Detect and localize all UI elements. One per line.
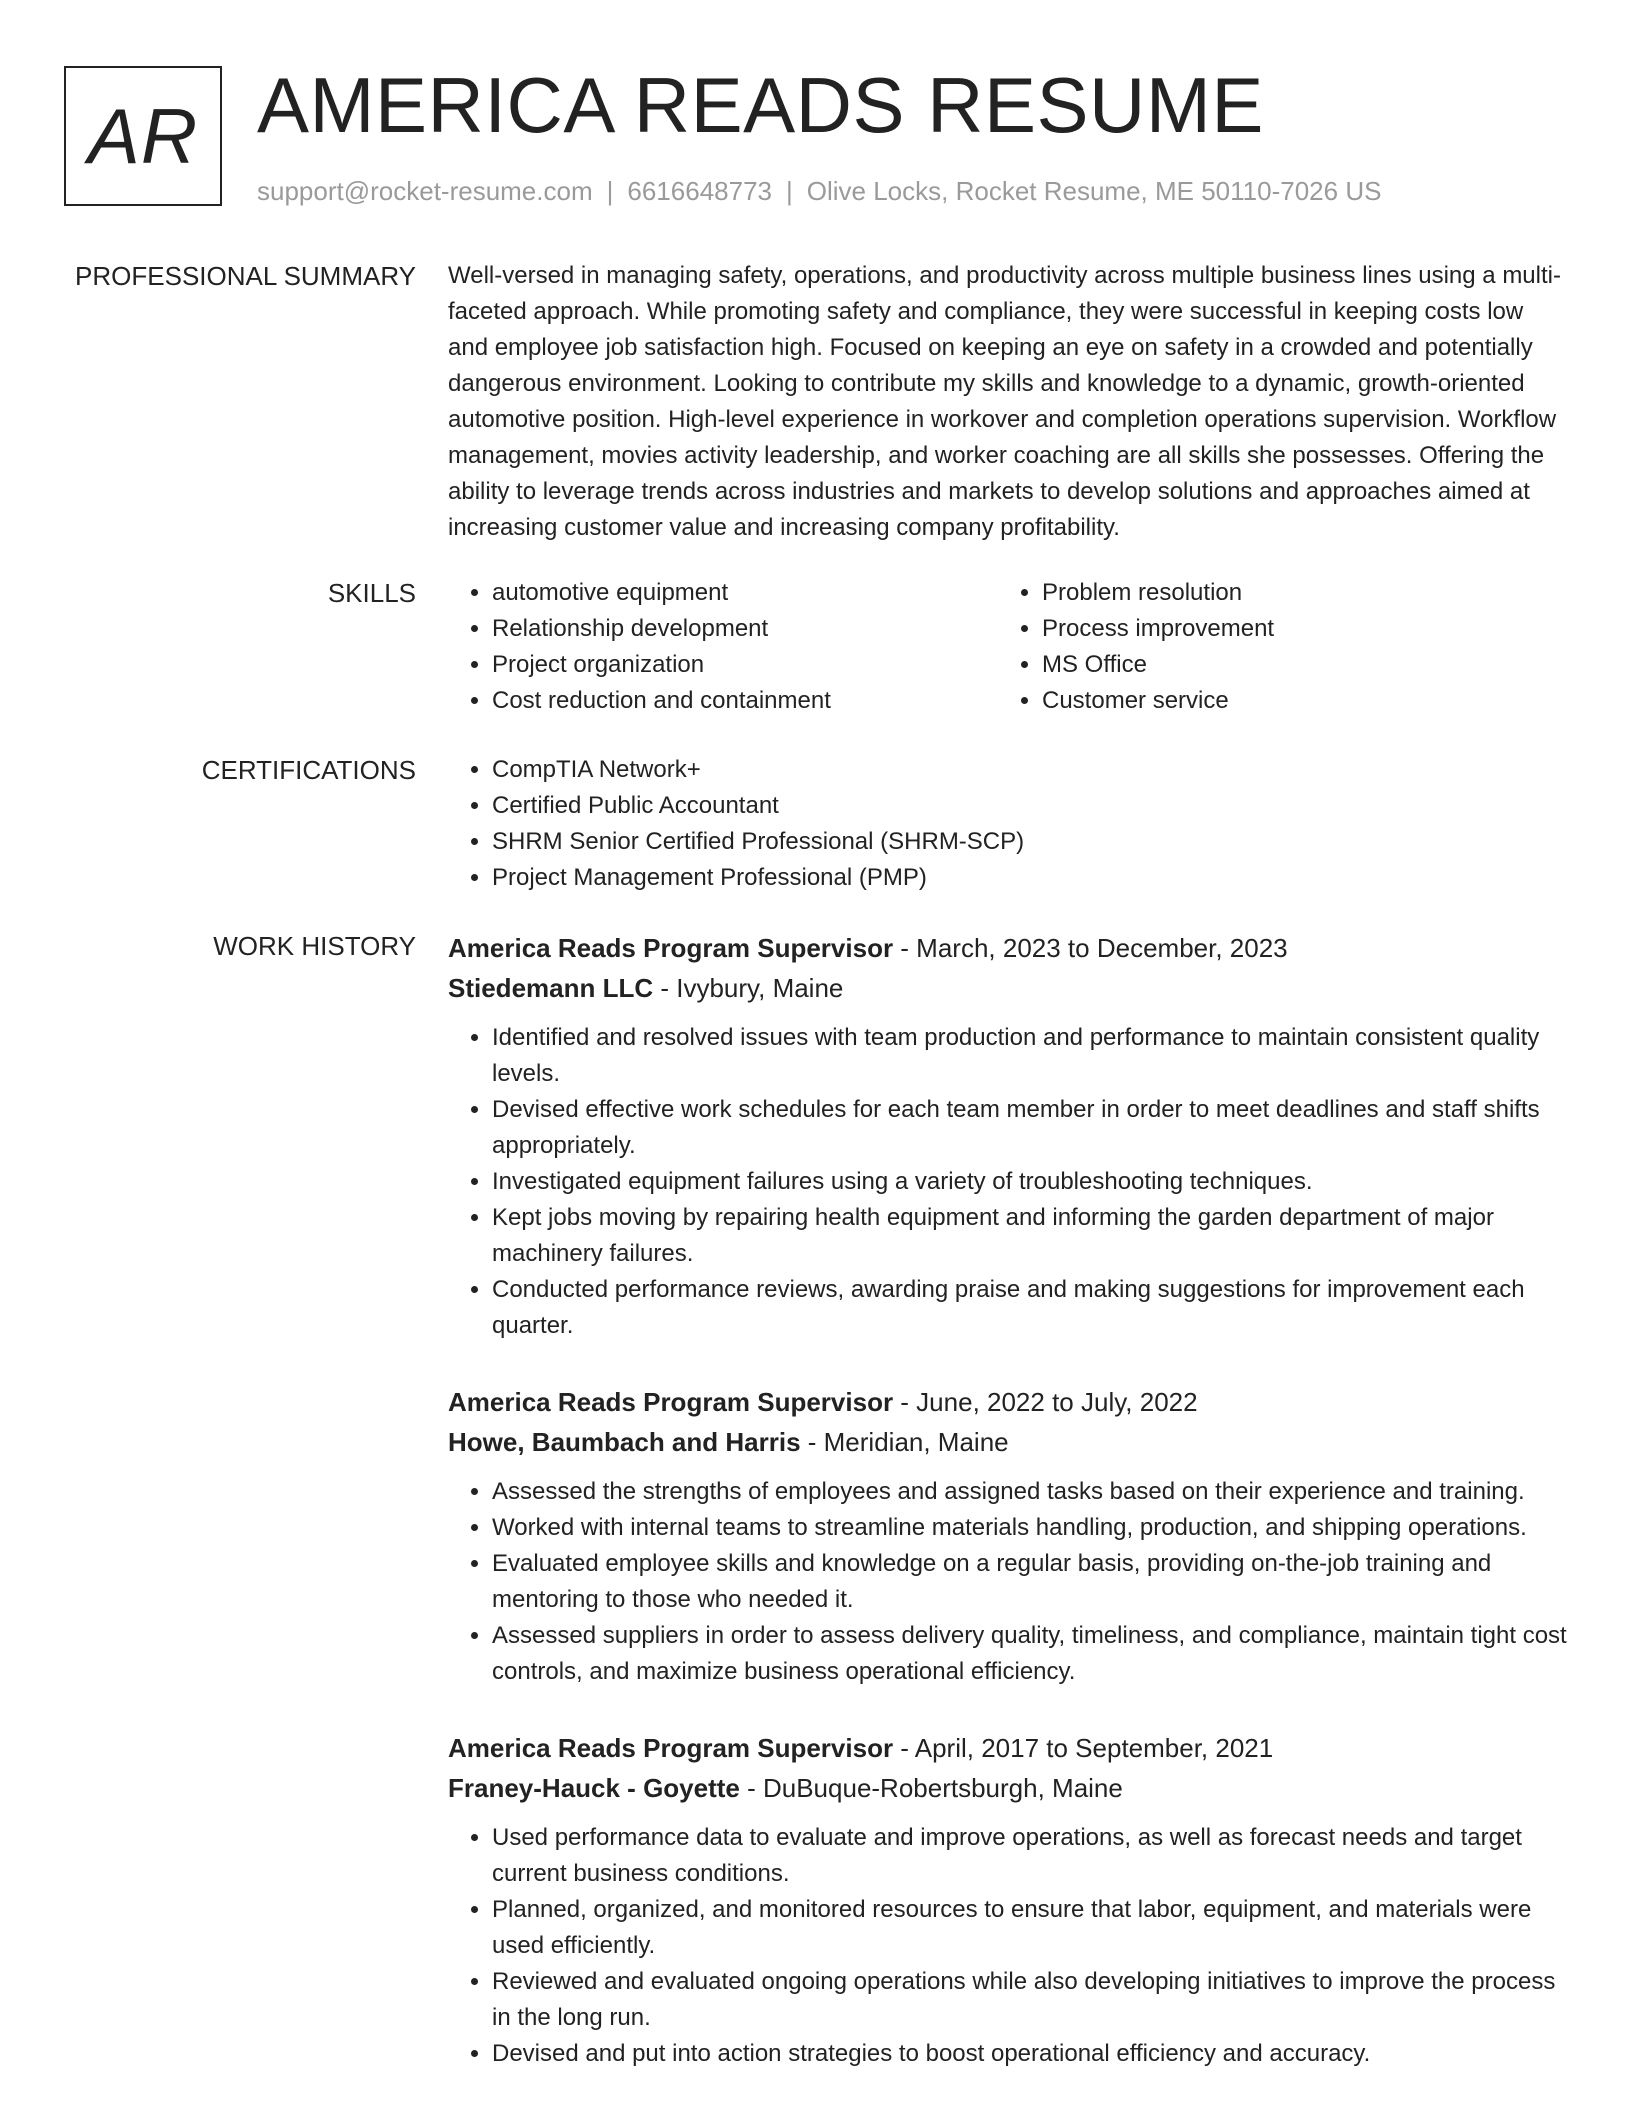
monogram-logo: AR (64, 66, 222, 206)
contact-address: Olive Locks, Rocket Resume, ME 50110-7026 US (806, 176, 1382, 206)
job-bullet: • Used performance data to evaluate and improve operations, as well as forecast needs and target current business conditions. (492, 1820, 1568, 1892)
job-company: Stiedemann LLC (448, 973, 654, 1003)
job-bullet: • Planned, organized, and monitored resources to ensure that labor, equipment, and materials were used efficiently. (492, 1892, 1568, 1964)
job-company: Howe, Baumbach and Harris (448, 1427, 801, 1457)
contact-email[interactable]: support@rocket-resume.com (257, 176, 593, 206)
job-location: - DuBuque-Robertsburgh, Maine (739, 1773, 1123, 1803)
resume-header (64, 61, 1564, 210)
job-entry (448, 1382, 1568, 1690)
certification-item: • Project Management Professional (PMP) (492, 860, 1568, 896)
job-dates: - April, 2017 to September, 2021 (893, 1733, 1274, 1763)
summary-text: Well-versed in managing safety, operations, and productivity across multiple business lines using a multi-faceted approach. While promoting safety and compliance, they were successful in keeping costs low and employee job satisfaction high. Focused on keeping an eye on safety in a crowded and potentially dangerous environment. Looking to contribute my skills and knowledge to a dynamic, growth-oriented automotive position. High-level experience in workover and completion operations supervision. Workflow management, movies activity leadership, and worker coaching are all skills she possesses. Offering the ability to leverage trends across industries and markets to develop solutions and approaches aimed at increasing customer value and increasing company profitability. (448, 262, 1561, 541)
skill-item: • MS Office (1042, 647, 1548, 683)
section-title-certifications: CERTIFICATIONS (201, 755, 416, 785)
candidate-name: AMERICA READS RESUME (257, 61, 1264, 149)
section-title-summary: PROFESSIONAL SUMMARY (75, 261, 416, 291)
job-bullet: • Worked with internal teams to streamline materials handling, production, and shipping operations. (492, 1510, 1568, 1546)
job-role: America Reads Program Supervisor (448, 1387, 894, 1417)
job-company-line (448, 968, 1568, 1008)
job-company-line (448, 1768, 1568, 1808)
job-title-line (448, 928, 1568, 968)
job-bullet: • Investigated equipment failures using a variety of troubleshooting techniques. (492, 1164, 1568, 1200)
job-bullet: • Conducted performance reviews, awarding praise and making suggestions for improvement each quarter. (492, 1272, 1568, 1344)
job-bullet: • Assessed the strengths of employees and assigned tasks based on their experience and training. (492, 1474, 1568, 1510)
job-bullet: • Devised effective work schedules for each team member in order to meet deadlines and staff shifts appropriately. (492, 1092, 1568, 1164)
job-company: Franey-Hauck - Goyette (448, 1773, 740, 1803)
skill-item: • Process improvement (1042, 611, 1548, 647)
section-title-work-history: WORK HISTORY (213, 931, 416, 961)
skill-item: • Relationship development (492, 611, 998, 647)
job-location: - Meridian, Maine (800, 1427, 1009, 1457)
job-company-line (448, 1422, 1568, 1462)
job-bullet: • Kept jobs moving by repairing health equipment and informing the garden department of major machinery failures. (492, 1200, 1568, 1272)
certification-item: • SHRM Senior Certified Professional (SHRM-SCP) (492, 824, 1568, 860)
skills-grid (448, 575, 1568, 719)
job-dates: - March, 2023 to December, 2023 (893, 933, 1288, 963)
contact-separator: | (606, 176, 614, 206)
job-dates: - June, 2022 to July, 2022 (893, 1387, 1198, 1417)
job-bullet: • Identified and resolved issues with team production and performance to maintain consistent quality levels. (492, 1020, 1568, 1092)
contact-phone[interactable]: 6616648773 (627, 176, 772, 206)
skills-column-left (448, 575, 998, 719)
job-entry (448, 928, 1568, 1344)
skill-item: • Customer service (1042, 683, 1548, 719)
skill-item: • automotive equipment (492, 575, 998, 611)
section-title-skills: SKILLS (327, 578, 416, 608)
job-bullet: • Reviewed and evaluated ongoing operations while also developing initiatives to improve the process in the long run. (492, 1964, 1568, 2036)
job-bullet: • Devised and put into action strategies to boost operational efficiency and accuracy. (492, 2036, 1568, 2072)
skills-column-right (998, 575, 1548, 719)
skill-item: • Problem resolution (1042, 575, 1548, 611)
skill-item: • Project organization (492, 647, 998, 683)
certification-item: • Certified Public Accountant (492, 788, 1568, 824)
job-role: America Reads Program Supervisor (448, 933, 894, 963)
contact-line (257, 176, 1381, 207)
job-bullet: • Assessed suppliers in order to assess delivery quality, timeliness, and compliance, maintain tight cost controls, and maximize business operational efficiency. (492, 1618, 1568, 1690)
job-title-line (448, 1728, 1568, 1768)
job-location: - Ivybury, Maine (653, 973, 844, 1003)
job-bullet: • Evaluated employee skills and knowledge on a regular basis, providing on-the-job training and mentoring to those who needed it. (492, 1546, 1568, 1618)
job-role: America Reads Program Supervisor (448, 1733, 894, 1763)
job-title-line (448, 1382, 1568, 1422)
certification-item: • CompTIA Network+ (492, 752, 1568, 788)
contact-separator: | (786, 176, 793, 206)
skill-item: • Cost reduction and containment (492, 683, 998, 719)
job-entry (448, 1728, 1568, 2072)
